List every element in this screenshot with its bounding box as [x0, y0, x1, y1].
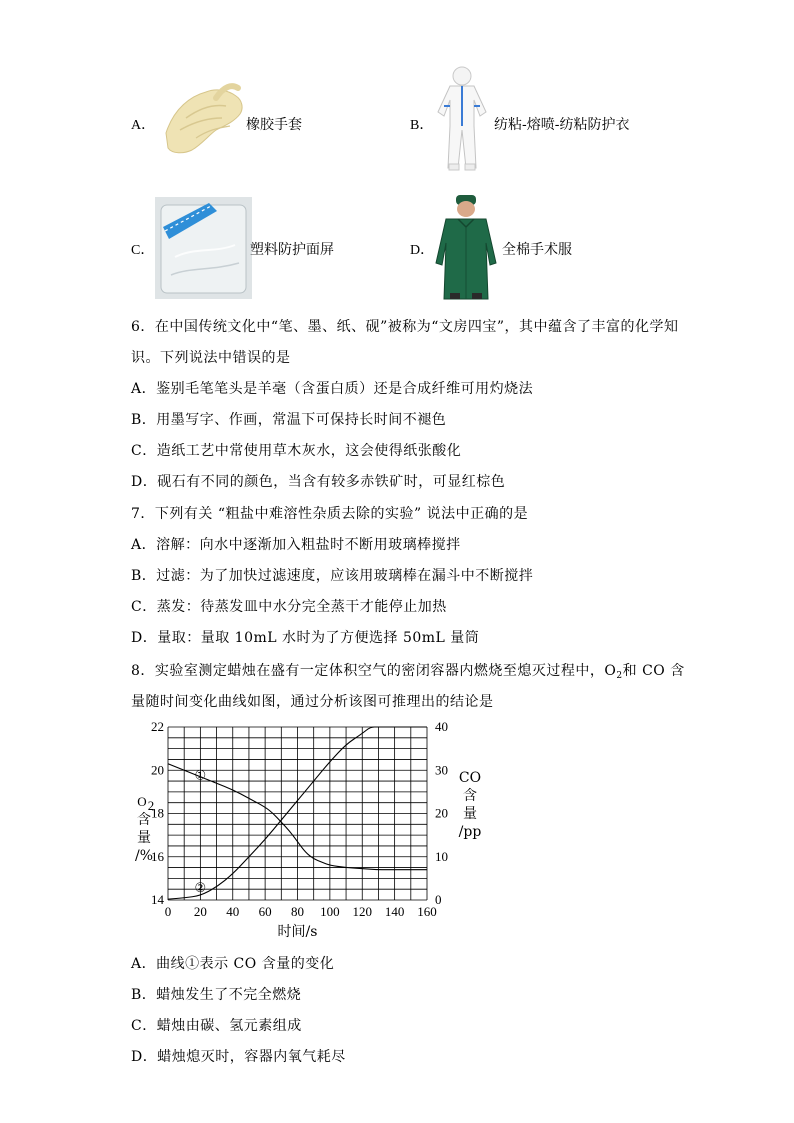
- q8-option-d: D．蜡烛熄灭时，容器内氧气耗尽: [131, 1049, 346, 1065]
- x-tick-label: 60: [258, 904, 272, 919]
- right-axis-label-char: /pp: [458, 824, 482, 840]
- right-tick-label: 30: [435, 762, 448, 778]
- q6-option-d: D．砚石有不同的颜色，当含有较多赤铁矿时，可显红棕色: [131, 474, 506, 490]
- right-axis-label-char: 量: [463, 806, 477, 822]
- left-tick-label: 14: [151, 892, 164, 907]
- left-tick-label: 22: [151, 722, 164, 734]
- q7-option-b: B．过滤：为了加快过滤速度，应该用玻璃棒在漏斗中不断搅拌: [131, 568, 534, 584]
- chart-grid: [168, 727, 427, 900]
- x-tick-label: 140: [384, 904, 405, 919]
- option-label: 纺粘-熔喷-纺粘防护衣: [494, 117, 630, 133]
- q8-stem-line1: [131, 660, 685, 681]
- curve-marker-1: ①: [194, 767, 207, 783]
- q8-stem-line2: 量随时间变化曲线如图，通过分析该图可推理出的结论是: [131, 694, 494, 710]
- option-letter: A．: [131, 118, 156, 133]
- right-tick-label: 10: [435, 848, 448, 864]
- left-axis-label-o: O: [137, 794, 147, 809]
- left-tick-label: 18: [151, 805, 164, 821]
- curve-marker-2: ②: [194, 879, 207, 895]
- x-tick-label: 80: [291, 904, 304, 919]
- q6-stem-line1: 6．在中国传统文化中“笔、墨、纸、砚”被称为“文房四宝”，其中蕴含了丰富的化学知: [131, 319, 679, 335]
- protective-suit-image: [432, 66, 492, 174]
- q7-option-a: A．溶解：向水中逐渐加入粗盐时不断用玻璃棒搅拌: [131, 537, 461, 553]
- right-tick-label: 40: [435, 722, 448, 734]
- left-tick-label: 20: [151, 762, 164, 778]
- option-label: 全棉手术服: [502, 242, 572, 258]
- x-tick-label: 120: [352, 904, 372, 919]
- left-tick-label: 16: [151, 848, 164, 864]
- right-axis-label-char: 含: [463, 788, 477, 804]
- right-tick-label: 0: [435, 892, 442, 907]
- left-axis-label-char: 含: [137, 812, 151, 828]
- q8-stem-subscript: 2: [616, 671, 623, 681]
- right-axis-ticks: [435, 722, 448, 907]
- face-shield-image: [155, 197, 252, 299]
- option-letter: D．: [410, 243, 435, 258]
- q8-option-b: B．蜡烛发生了不完全燃烧: [131, 987, 302, 1003]
- x-tick-label: 160: [417, 904, 437, 919]
- q6-option-c: C．造纸工艺中常使用草木灰水，这会使得纸张酸化: [131, 443, 462, 459]
- left-axis-label-char: 量: [137, 830, 151, 846]
- option-letter: C．: [131, 243, 155, 258]
- right-axis-label-char: CO: [458, 770, 482, 786]
- x-axis-label: 时间/s: [277, 924, 318, 940]
- q7-option-c: C．蒸发：待蒸发皿中水分完全蒸干才能停止加热: [131, 599, 447, 615]
- q8-option-c: C．蜡烛由碳、氢元素组成: [131, 1018, 302, 1034]
- q6-option-a: A．鉴别毛笔笔头是羊毫（含蛋白质）还是合成纤维可用灼烧法: [131, 381, 534, 397]
- left-axis-ticks: [151, 722, 165, 907]
- option-label: 橡胶手套: [246, 117, 302, 133]
- right-tick-label: 20: [435, 805, 448, 821]
- x-tick-label: 100: [320, 904, 340, 919]
- rubber-gloves-image: [156, 78, 248, 160]
- q8-option-a: A．曲线①表示 CO 含量的变化: [131, 956, 335, 972]
- option-letter: B．: [410, 118, 434, 133]
- surgical-gown-image: [432, 193, 500, 301]
- q8-stem-part-b: 和 CO 含: [622, 663, 685, 679]
- q7-option-d: D．量取：量取 10mL 水时为了方便选择 50mL 量筒: [131, 630, 480, 646]
- left-axis-label-sub: 2: [147, 798, 155, 813]
- q8-stem-part-a: 8．实验室测定蜡烛在盛有一定体积空气的密闭容器内燃烧至熄灭过程中，O: [131, 663, 617, 679]
- x-axis-ticks: [165, 904, 437, 919]
- x-tick-label: 20: [193, 904, 207, 919]
- q6-stem-line2: 识。下列说法中错误的是: [131, 350, 291, 366]
- x-tick-label: 0: [164, 904, 172, 919]
- x-tick-label: 40: [226, 904, 240, 919]
- o2-co-chart: [120, 722, 500, 944]
- left-axis-label-char: /%: [134, 848, 154, 864]
- option-label: 塑料防护面屏: [250, 242, 334, 258]
- q6-option-b: B．用墨写字、作画，常温下可保持长时间不褪色: [131, 412, 447, 428]
- q7-stem: 7．下列有关 “粗盐中难溶性杂质去除的实验” 说法中正确的是: [131, 506, 529, 522]
